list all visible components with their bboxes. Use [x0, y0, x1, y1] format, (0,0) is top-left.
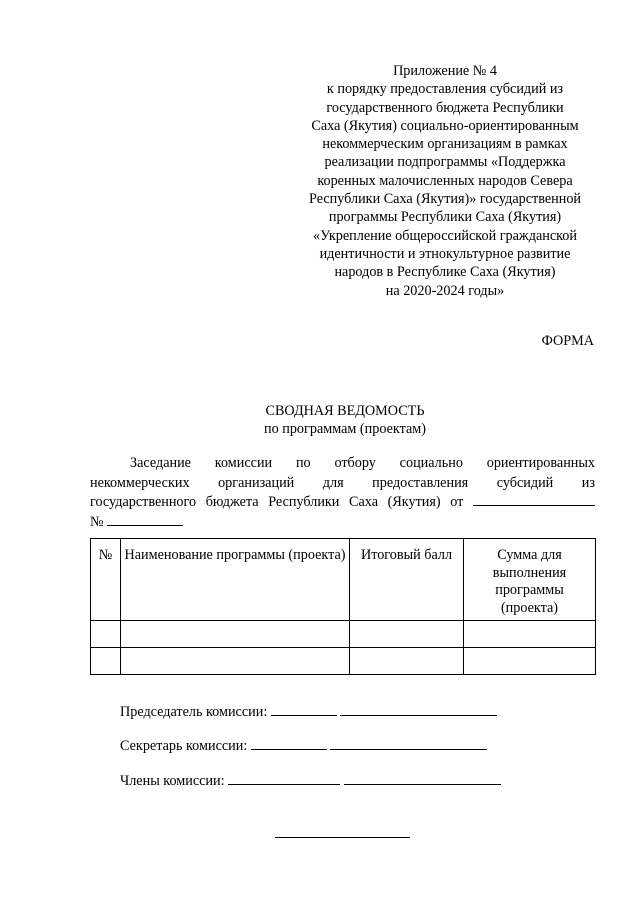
date-blank[interactable]	[473, 493, 595, 506]
column-header-amount: Сумма для выполнения программы (проекта)	[464, 539, 596, 621]
appendix-line: программы Республики Саха (Якутия)	[328, 209, 562, 226]
number-blank[interactable]	[107, 513, 183, 526]
intro-line-1: Заседание комиссии по отбору социально ориентированных	[130, 455, 595, 471]
appendix-header	[286, 62, 604, 300]
form-label: ФОРМА	[541, 333, 594, 349]
appendix-line: коренных малочисленных народов Севера	[317, 172, 573, 189]
name-blank[interactable]	[340, 703, 497, 716]
column-header-number: №	[91, 539, 121, 621]
signature-label-chairman: Председатель комиссии:	[120, 704, 268, 720]
table-cell[interactable]	[464, 648, 596, 675]
signature-blank[interactable]	[271, 703, 337, 716]
appendix-line: на 2020-2024 годы»	[385, 282, 505, 299]
intro-line-3-text: государственного бюджета Республики Саха (Якутия) от	[90, 494, 464, 510]
table-cell[interactable]	[121, 648, 350, 675]
signature-members	[120, 772, 501, 790]
table-cell[interactable]	[91, 648, 121, 675]
table-cell[interactable]	[464, 621, 596, 648]
summary-table	[90, 538, 596, 675]
intro-line-2: некоммерческих организаций для предоставления субсидий из	[90, 474, 595, 491]
table-cell[interactable]	[121, 621, 350, 648]
name-blank[interactable]	[344, 772, 501, 785]
appendix-line: к порядку предоставления субсидий из	[326, 81, 564, 98]
signature-blank[interactable]	[228, 772, 340, 785]
signature-label-secretary: Секретарь комиссии:	[120, 738, 248, 754]
appendix-line: Саха (Якутия) социально-ориентированным	[311, 117, 579, 134]
appendix-line: государственного бюджета Республики	[326, 99, 564, 116]
table-cell[interactable]	[350, 621, 464, 648]
appendix-line: народов в Республике Саха (Якутия)	[334, 264, 556, 281]
column-header-total-score: Итоговый балл	[350, 539, 464, 621]
table-row	[91, 648, 596, 675]
footer-separator	[275, 837, 410, 838]
table-header-row	[91, 539, 596, 621]
signature-secretary	[120, 737, 487, 755]
name-blank[interactable]	[330, 737, 487, 750]
intro-line-4	[90, 513, 595, 533]
table-cell[interactable]	[91, 621, 121, 648]
intro-paragraph	[90, 454, 595, 532]
appendix-line: Приложение № 4	[393, 63, 497, 79]
column-header-program-name: Наименование программы (проекта)	[121, 539, 350, 621]
table-row	[91, 621, 596, 648]
signature-blank[interactable]	[251, 737, 327, 750]
intro-line-4-text: №	[90, 513, 104, 530]
intro-line-3	[90, 493, 595, 513]
document-title-sub: по программам (проектам)	[264, 421, 426, 437]
appendix-line: «Укрепление общероссийской гражданской	[312, 227, 577, 244]
table-cell[interactable]	[350, 648, 464, 675]
appendix-line: Республики Саха (Якутия)» государственной	[309, 191, 581, 208]
appendix-line: некоммерческим организациям в рамках	[322, 136, 568, 153]
signature-label-members: Члены комиссии:	[120, 773, 225, 789]
appendix-line: идентичности и этнокультурное развитие	[319, 245, 571, 262]
document-title	[0, 402, 640, 438]
document-title-main: СВОДНАЯ ВЕДОМОСТЬ	[265, 403, 425, 419]
appendix-line: реализации подпрограммы «Поддержка	[324, 154, 566, 171]
signature-chairman	[120, 703, 497, 721]
